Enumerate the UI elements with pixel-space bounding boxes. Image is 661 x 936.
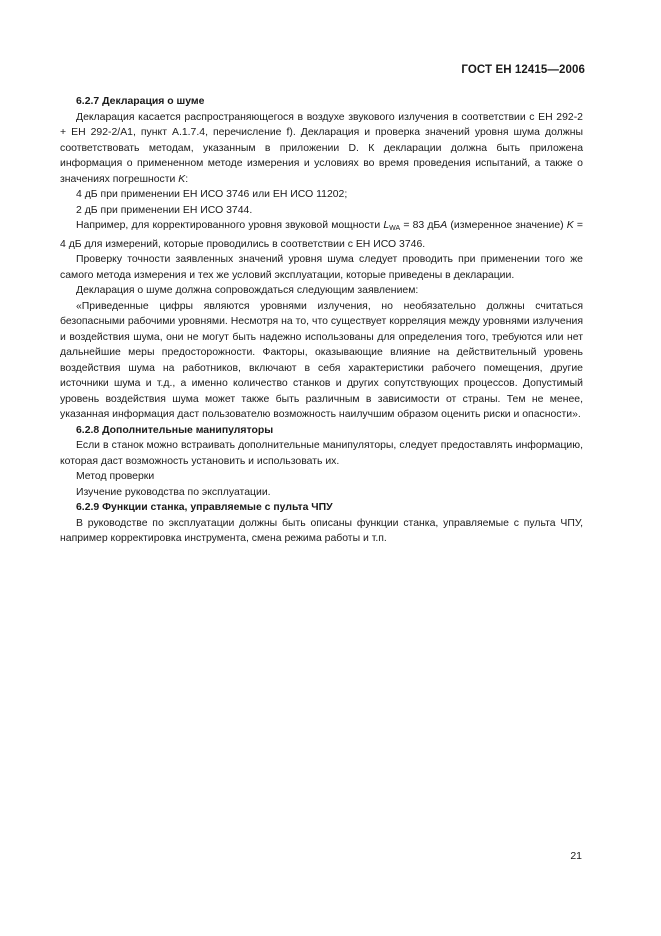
symbol-k: K: [566, 220, 574, 231]
page-number: 21: [570, 850, 582, 862]
symbol-a: A: [440, 220, 448, 231]
manual-study-text: Изучение руководства по эксплуатации.: [76, 486, 271, 498]
verification-method-label: Метод проверки: [76, 471, 155, 482]
example-text-end: = 4 дБ для измерений, которые проводились в соответствии с ЕН ИСО 3746.: [60, 220, 583, 250]
symbol-subscript-wa: WA: [389, 225, 401, 232]
manipulators-paragraph: Если в станок можно встраивать дополнительные манипуляторы, следует предоставлять информацию, которая даст возможность установить и использовать их.: [60, 440, 583, 467]
example-paragraph: [60, 218, 583, 252]
uncertainty-item-2: 2 дБ при применении ЕН ИСО 3744.: [76, 204, 253, 216]
symbol-l: L: [383, 220, 390, 231]
colon: :: [185, 173, 189, 185]
cnc-functions-paragraph: В руководстве по эксплуатации должны быть описаны функции станка, управляемые с пульта ЧПУ, например корректировка инструмента, смена режима работы и т.п.: [60, 517, 583, 544]
example-text-middle: (измеренное значение): [447, 220, 567, 231]
section-heading-6-2-9: 6.2.9 Функции станка, управляемые с пульта ЧПУ: [76, 502, 333, 513]
uncertainty-symbol-k: K: [178, 173, 186, 185]
section-heading-6-2-7: 6.2.7 Декларация о шуме: [76, 96, 205, 107]
standard-designation: ГОСТ ЕН 12415—2006: [461, 64, 585, 76]
uncertainty-item-1: 4 дБ при применении ЕН ИСО 3746 или ЕН ИСО 11202;: [76, 189, 348, 200]
section-heading-6-2-8: 6.2.8 Дополнительные манипуляторы: [76, 424, 274, 436]
noise-declaration-paragraph: [60, 110, 583, 188]
example-text-start: Например, для корректированного уровня звуковой мощности: [76, 220, 384, 231]
noise-declaration-text: Декларация касается распространяющегося в воздухе звукового излучения в соответствии с ЕН 292-2 + ЕН 292-2/А1, пункт А.1.7.4, перечисление f). Декларация и проверка значений уровня шума должны соответствовать методам, указанным в приложении D. К декларации должна быть приложена информация о примененном методе измерения и условиях во время проведения испытаний, а также о значениях погрешности: [60, 111, 583, 185]
example-value: = 83 дБ: [400, 220, 441, 231]
document-body: [60, 94, 583, 547]
accompany-statement-paragraph: Декларация о шуме должна сопровождаться следующим заявлением:: [76, 285, 419, 296]
verification-paragraph: Проверку точности заявленных значений уровня шума следует проводить при применении того же самого метода измерения и тех же условий эксплуатации, которые приведены в декларации.: [60, 254, 583, 281]
quoted-statement-paragraph: «Приведенные цифры являются уровнями излучения, но необязательно должны считаться безопасными рабочими уровнями. Несмотря на то, что существует корреляция между уровнями излучения и воздействия шума, они не могут быть надежно использованы для определения того, требуются или нет дальнейшие меры предосторожности. Факторы, оказывающие влияние на действительный уровень воздействия шума на работников, включают в себя характеристики рабочего помещения, другие источники шума и т.д., а именно количество станков и других сопутствующих процессов. Допустимый уровень воздействия шума может также быть различным в зависимости от страны. Тем не менее, указанная информация даст пользователю возможность наилучшим образом оценить риски и опасности».: [60, 300, 583, 420]
